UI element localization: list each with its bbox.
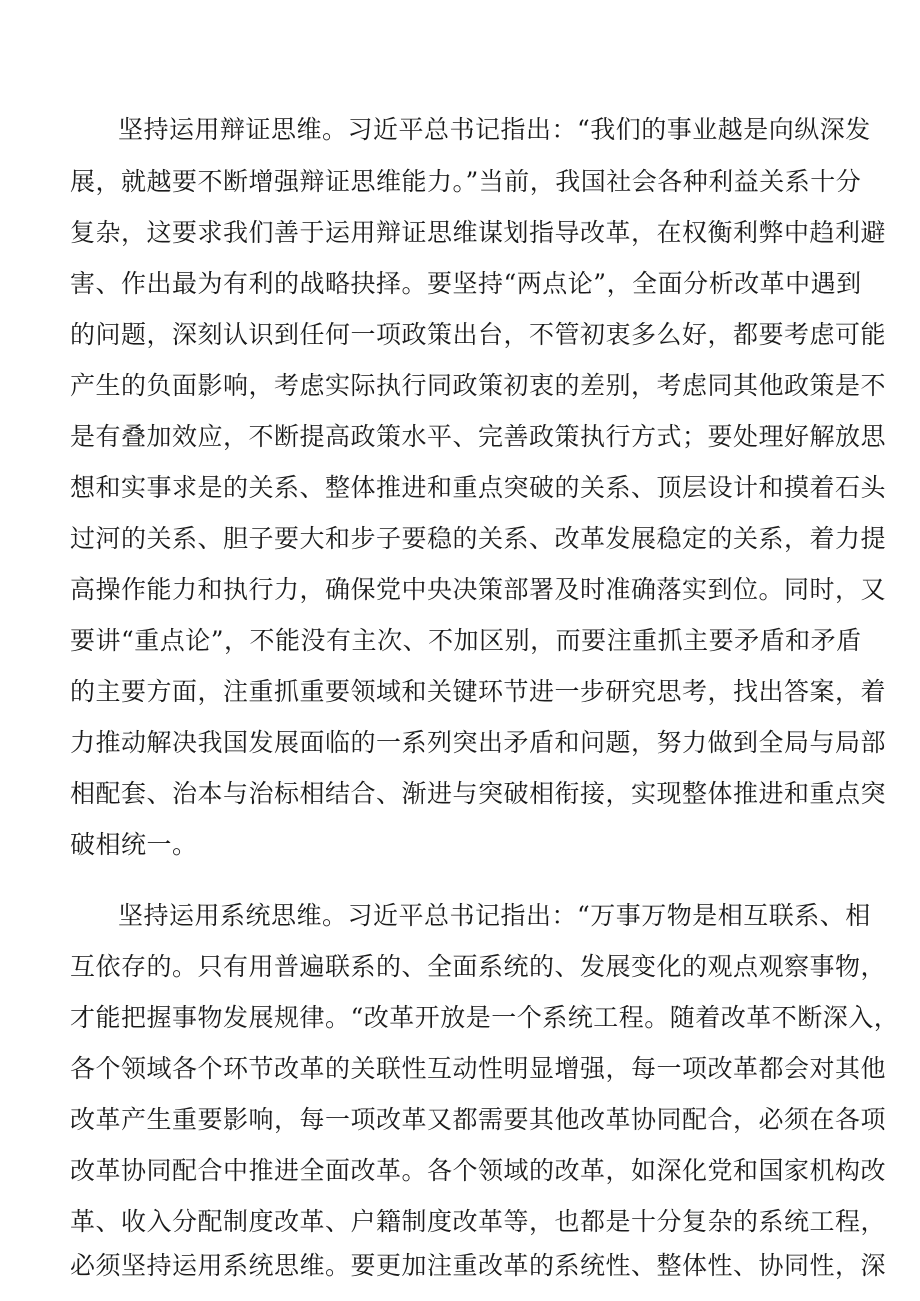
paragraph-1-line-11: 要讲“重点论”，不能没有主次、不加区别，而要注重抓主要矛盾和矛盾 bbox=[70, 626, 862, 655]
paragraph-2-line-2: 互依存的。只有用普遍联系的、全面系统的、发展变化的观点观察事物， bbox=[70, 952, 887, 981]
paragraph-1-line-5: 的问题，深刻认识到任何一项政策出台，不管初衷多么好，都要考虑可能 bbox=[70, 320, 887, 349]
paragraph-1-line-14: 相配套、治本与治标相结合、渐进与突破相衔接，实现整体推进和重点突 bbox=[70, 779, 887, 808]
paragraph-1-line-12: 的主要方面，注重抓重要领域和关键环节进一步研究思考，找出答案，着 bbox=[70, 677, 887, 706]
paragraph-2-line-1: 坚持运用系统思维。习近平总书记指出：“万事万物是相互联系、相 bbox=[118, 901, 871, 930]
paragraph-1-line-10: 高操作能力和执行力，确保党中央决策部署及时准确落实到位。同时，又 bbox=[70, 575, 887, 604]
paragraph-1-line-4: 害、作出最为有利的战略抉择。要坚持“两点论”，全面分析改革中遇到 bbox=[70, 269, 862, 298]
paragraph-1-line-1: 坚持运用辩证思维。习近平总书记指出：“我们的事业越是向纵深发 bbox=[118, 115, 871, 144]
paragraph-1-line-6: 产生的负面影响，考虑实际执行同政策初衷的差别，考虑同其他政策是不 bbox=[70, 371, 887, 400]
paragraph-1-line-3: 复杂，这要求我们善于运用辩证思维谋划指导改革，在权衡利弊中趋利避 bbox=[70, 218, 887, 247]
paragraph-2-line-6: 改革协同配合中推进全面改革。各个领域的改革，如深化党和国家机构改 bbox=[70, 1156, 887, 1185]
paragraph-1-line-8: 想和实事求是的关系、整体推进和重点突破的关系、顶层设计和摸着石头 bbox=[70, 473, 887, 502]
paragraph-2-line-5: 改革产生重要影响，每一项改革又都需要其他改革协同配合，必须在各项 bbox=[70, 1105, 887, 1134]
paragraph-1-line-13: 力推动解决我国发展面临的一系列突出矛盾和问题，努力做到全局与局部 bbox=[70, 728, 887, 757]
paragraph-2-line-4: 各个领域各个环节改革的关联性互动性明显增强，每一项改革都会对其他 bbox=[70, 1054, 887, 1083]
paragraph-1-line-2: 展，就越要不断增强辩证思维能力。”当前，我国社会各种利益关系十分 bbox=[70, 167, 862, 196]
paragraph-2-line-8: 必须坚持运用系统思维。要更加注重改革的系统性、整体性、协同性，深 bbox=[70, 1251, 887, 1280]
paragraph-1-line-9: 过河的关系、胆子要大和步子要稳的关系、改革发展稳定的关系，着力提 bbox=[70, 524, 887, 553]
paragraph-1-line-15: 破相统一。 bbox=[70, 830, 198, 859]
paragraph-2-line-7: 革、收入分配制度改革、户籍制度改革等，也都是十分复杂的系统工程， bbox=[70, 1207, 887, 1236]
paragraph-2-line-3: 才能把握事物发展规律。“改革开放是一个系统工程。随着改革不断深入， bbox=[70, 1003, 900, 1032]
paragraph-1-line-7: 是有叠加效应，不断提高政策水平、完善政策执行方式；要处理好解放思 bbox=[70, 422, 887, 451]
